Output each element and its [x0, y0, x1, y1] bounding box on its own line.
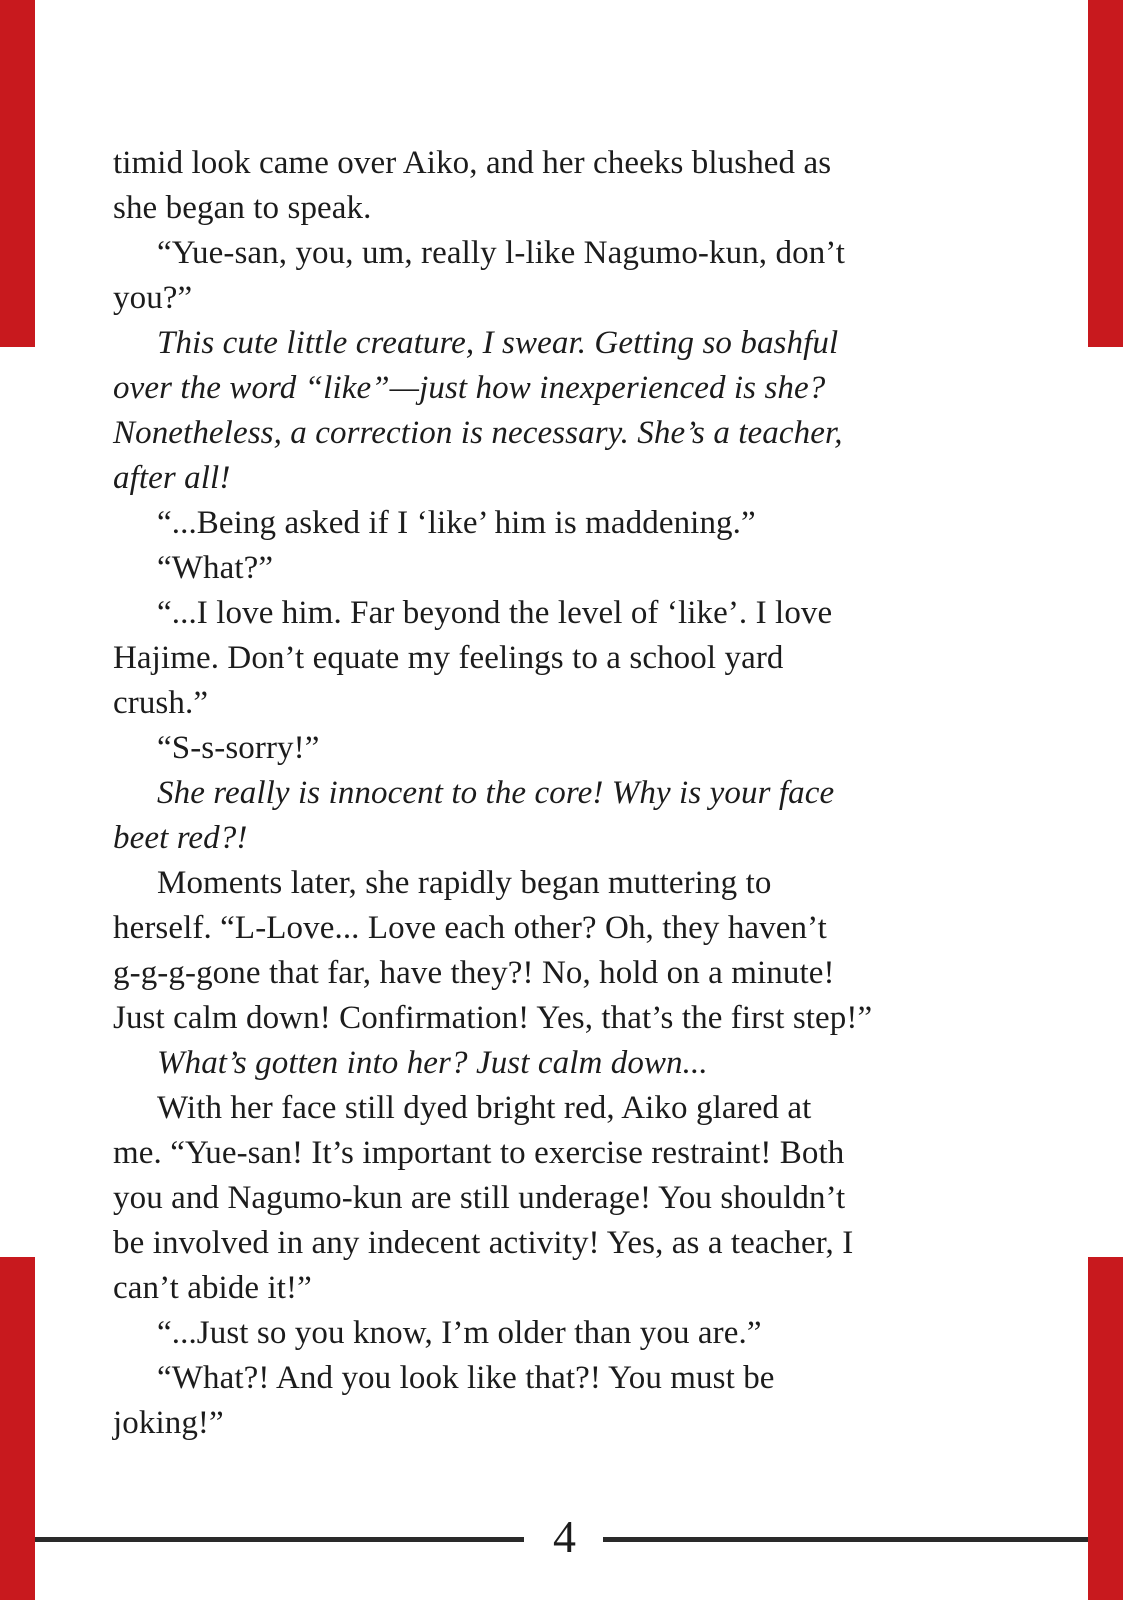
- paragraph: “What?”: [157, 550, 274, 586]
- footer-rule-left: [0, 1537, 524, 1542]
- red-edge-bar-bottom-right: [1088, 1257, 1123, 1600]
- page-footer: [0, 1511, 1123, 1562]
- page-number: 4: [553, 1511, 576, 1562]
- red-edge-bar-bottom-left: [0, 1257, 35, 1600]
- paragraph: She really is innocent to the core! Why is your face beet red?!: [113, 775, 835, 856]
- red-edge-bar-top-right: [1088, 0, 1123, 347]
- paragraph: “...I love him. Far beyond the level of ‘like’. I love Hajime. Don’t equate my feelings to a school yard crush.”: [113, 595, 833, 721]
- text-block: [113, 141, 1013, 1446]
- footer-rule-right: [603, 1537, 1123, 1542]
- red-edge-bar-top-left: [0, 0, 35, 347]
- paragraph: “S-s-sorry!”: [157, 730, 320, 766]
- paragraph: What’s gotten into her? Just calm down...: [157, 1045, 708, 1081]
- paragraph: “Yue-san, you, um, really l-like Nagumo-kun, don’t you?”: [113, 235, 846, 316]
- paragraph: “...Just so you know, I’m older than you are.”: [157, 1315, 762, 1351]
- paragraph: timid look came over Aiko, and her cheeks blushed as she began to speak.: [113, 145, 832, 226]
- paragraph: “What?! And you look like that?! You must be joking!”: [113, 1360, 775, 1441]
- paragraph: “...Being asked if I ‘like’ him is maddening.”: [157, 505, 756, 541]
- paragraph: This cute little creature, I swear. Getting so bashful over the word “like”—just how inexperienced is she? Nonetheless, a correction is necessary. She’s a teacher, after all!: [113, 325, 843, 496]
- paragraph: Moments later, she rapidly began muttering to herself. “L-Love... Love each other? Oh, they haven’t g-g-g-gone that far, have they?! No, hold on a minute! Just calm down! Confirmation! Yes, that’s the first step!”: [113, 865, 873, 1036]
- paragraph: With her face still dyed bright red, Aiko glared at me. “Yue-san! It’s important to exercise restraint! Both you and Nagumo-kun are still underage! You shouldn’t be involved in any indecent activity! Yes, as a teacher, I can’t abide it!”: [113, 1090, 854, 1306]
